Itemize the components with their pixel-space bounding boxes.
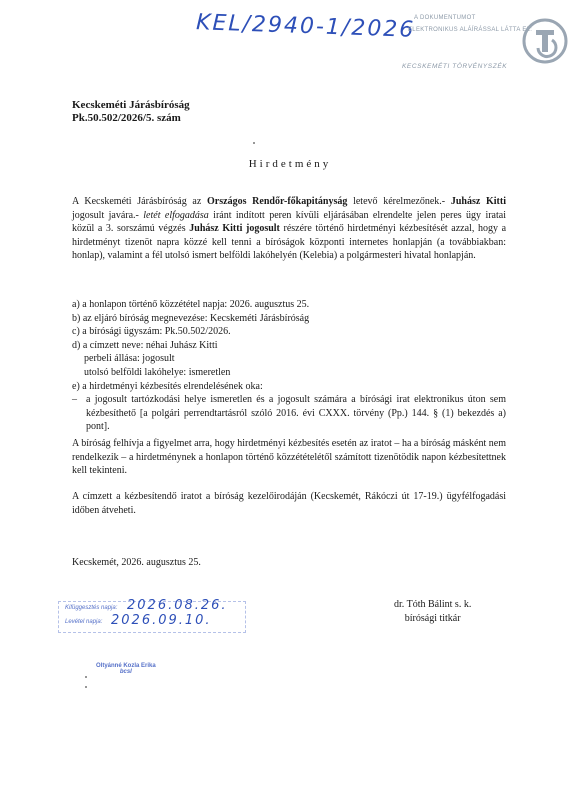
intro-text-3: jogosult javára.- — [72, 209, 144, 221]
court-name: Kecskeméti Járásbíróság — [72, 99, 190, 111]
scan-speck — [85, 676, 87, 678]
list-item-b: b) az eljáró bíróság megnevezése: Kecskeméti Járásbíróság — [72, 312, 310, 324]
posting-date-label: Kifüggesztés napja: — [65, 605, 118, 611]
clerk-name: Oltyánné Kozla Erika — [96, 663, 156, 669]
signature-block — [394, 598, 471, 625]
posting-date-value: 2026.08.26. — [127, 598, 228, 613]
beneficiary-name: Juhász Kitti — [450, 196, 506, 207]
court-logo-icon — [522, 18, 568, 64]
seal-court: KECSKEMÉTI TÖRVÉNYSZÉK — [402, 63, 508, 70]
applicant-name: Országos Rendőr-főkapitányság — [207, 196, 348, 207]
list-item-e-reason — [72, 393, 506, 434]
posting-stamp — [58, 598, 246, 633]
case-number: Pk.50.502/2026/5. szám — [72, 112, 181, 124]
list-item-d-status: perbeli állása: jogosult — [84, 353, 175, 365]
seal-line-2: ELEKTRONIKUS ALÁÍRÁSSAL LÁTTA EL: — [408, 27, 533, 33]
intro-paragraph — [72, 195, 506, 263]
scan-speck — [253, 142, 255, 144]
electronic-signature-seal — [394, 8, 572, 70]
beneficiary-bold: Juhász Kitti jogosult — [189, 223, 280, 235]
scan-speck — [85, 686, 87, 688]
date-place: Kecskemét, 2026. augusztus 25. — [72, 557, 201, 568]
signer-name: dr. Tóth Bálint s. k. — [394, 599, 472, 610]
clerk-role: bcsl — [119, 669, 132, 675]
notice-details-list — [72, 298, 506, 434]
handwritten-reference: KEL/2940-1/2026 — [195, 10, 416, 43]
dash-bullet: – — [72, 394, 77, 406]
removal-date-label: Levétel napja: — [65, 619, 103, 625]
reason-text: a jogosult tartózkodási helye ismeretlen és a jogosult számára a bírósági irat elektronikus úton sem kézbesíthető [a polgári perrendtartásról szóló 2016. évi CXXX. törvény (Pp.) 144. § (1) bekezdés a) pont]. — [86, 394, 506, 433]
signer-role: bírósági titkár — [404, 612, 461, 624]
intro-text-5: részére történő hirdetményi kézbesítését azzal, hogy a hirdetményt tizenöt napra közzé kell tenni a bíróságok központi internetes honlapján (a továbbiakban: honlap), valamint a fél utolsó ismert belföldi lakóhelyén (Kelebia) a polgármesteri hivatal honlapján. — [72, 223, 507, 262]
removal-date-value: 2026.09.10. — [111, 613, 212, 628]
intro-text-4: iránt indított peren kívüli eljárásában elrendelte jelen peres ügy iratai közül a 3. sorszámú végzés — [72, 209, 506, 235]
list-item-d: d) a címzett neve: néhai Juhász Kitti — [72, 339, 218, 351]
list-item-d-address: utolsó belföldi lakóhelye: ismeretlen — [84, 366, 231, 378]
notice-paragraph: A bíróság felhívja a figyelmet arra, hogy hirdetményi kézbesítés esetén az iratot – ha a bíróság másként nem rendelkezik – a hirdetménynek a honlapon történő közzétételétől számított tizenötödik napon kézbesítettnek kell tekinteni. — [72, 438, 506, 477]
intro-text-1: A Kecskeméti Járásbíróság az — [72, 196, 208, 207]
pickup-paragraph: A címzett a kézbesítendő iratot a bíróság kezelőirodáján (Kecskemét, Rákóczi út 17-19.) ügyfélfogadási időben átveheti. — [72, 491, 506, 516]
list-item-e: e) a hirdetményi kézbesítés elrendelésének oka: — [72, 380, 263, 392]
clerk-stamp — [96, 663, 156, 675]
list-item-c: c) a bírósági ügyszám: Pk.50.502/2026. — [72, 326, 231, 338]
subject-matter: letét elfogadása — [143, 209, 209, 221]
intro-text-2: letevő kérelmezőnek.- — [347, 196, 451, 207]
seal-line-1: A DOKUMENTUMOT — [414, 15, 476, 21]
document-title: Hirdetmény — [248, 158, 332, 170]
list-item-a: a) a honlapon történő közzététel napja: 2026. augusztus 25. — [72, 299, 310, 310]
